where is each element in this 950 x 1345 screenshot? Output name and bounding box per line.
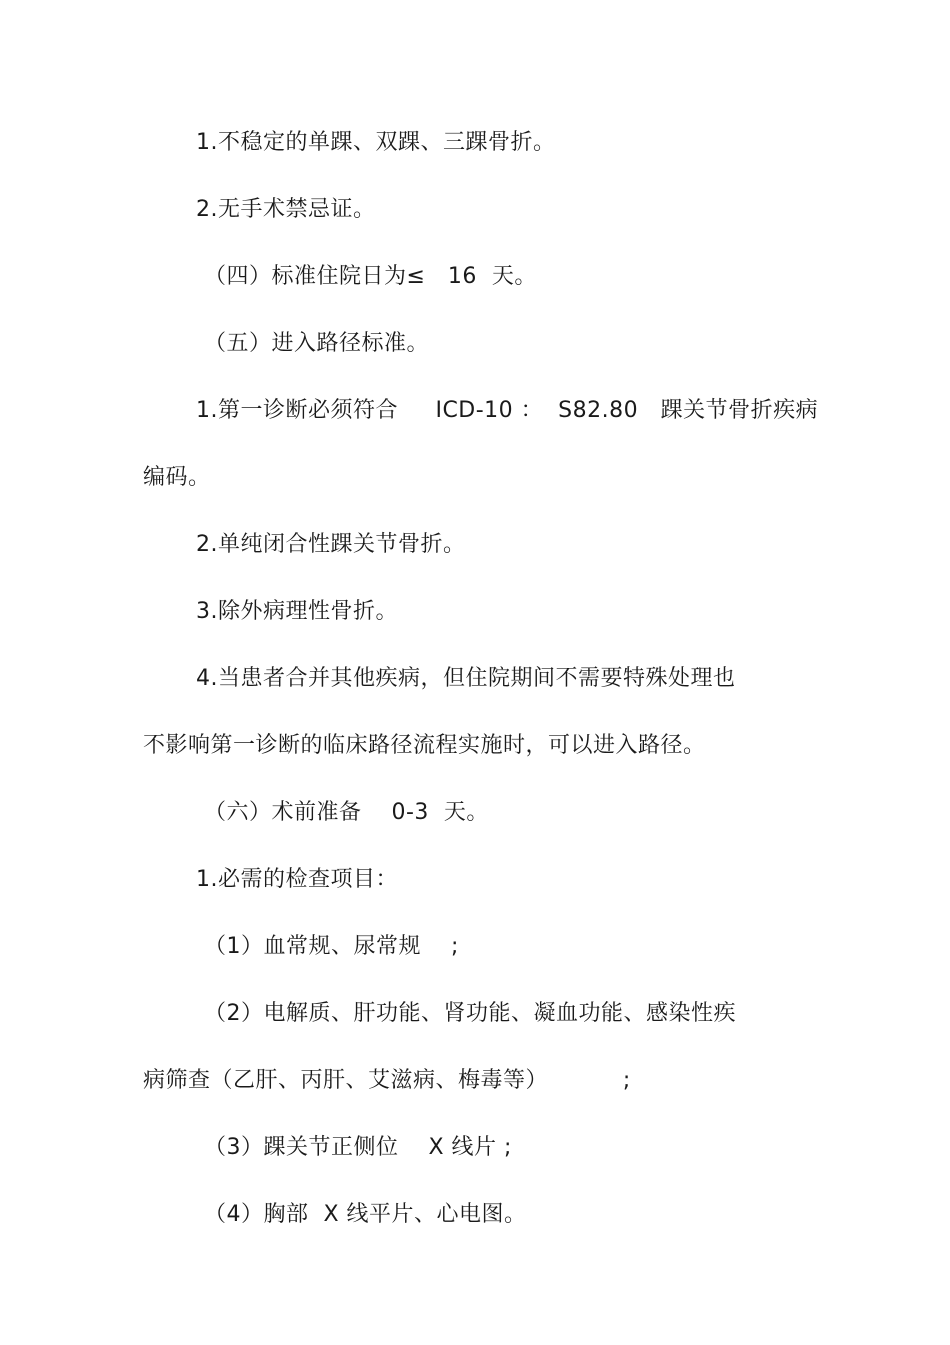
- exam-item-4: （4）胸部 X 线平片、心电图。: [204, 1202, 527, 1227]
- criteria-item-1: 1.不稳定的单踝、双踝、三踝骨折。: [196, 130, 556, 155]
- pathway-item-4-cont: 不影响第一诊断的临床路径流程实施时，可以进入路径。: [143, 733, 706, 758]
- section-heading-6: （六）术前准备 0-3 天。: [204, 800, 489, 825]
- preop-item-1: 1.必需的检查项目：: [196, 867, 398, 892]
- section-heading-4: （四）标准住院日为≤ 16 天。: [204, 264, 537, 289]
- criteria-item-2: 2.无手术禁忌证。: [196, 197, 376, 222]
- pathway-item-2: 2.单纯闭合性踝关节骨折。: [196, 532, 466, 557]
- exam-item-3: （3）踝关节正侧位 X 线片 ;: [204, 1135, 512, 1160]
- exam-item-2: （2）电解质、肝功能、肾功能、凝血功能、感染性疾: [204, 1001, 736, 1026]
- pathway-item-4: 4.当患者合并其他疾病，但住院期间不需要特殊处理也: [196, 666, 736, 691]
- exam-item-2-cont: 病筛查（乙肝、丙肝、艾滋病、梅毒等） ;: [143, 1068, 631, 1093]
- pathway-item-1: 1.第一诊断必须符合 ICD-10 ： S82.80 踝关节骨折疾病: [196, 398, 819, 423]
- pathway-item-3: 3.除外病理性骨折。: [196, 599, 398, 624]
- exam-item-1: （1）血常规、尿常规 ;: [204, 934, 459, 959]
- pathway-item-1-cont: 编码。: [143, 465, 211, 490]
- section-heading-5: （五）进入路径标准。: [204, 331, 430, 356]
